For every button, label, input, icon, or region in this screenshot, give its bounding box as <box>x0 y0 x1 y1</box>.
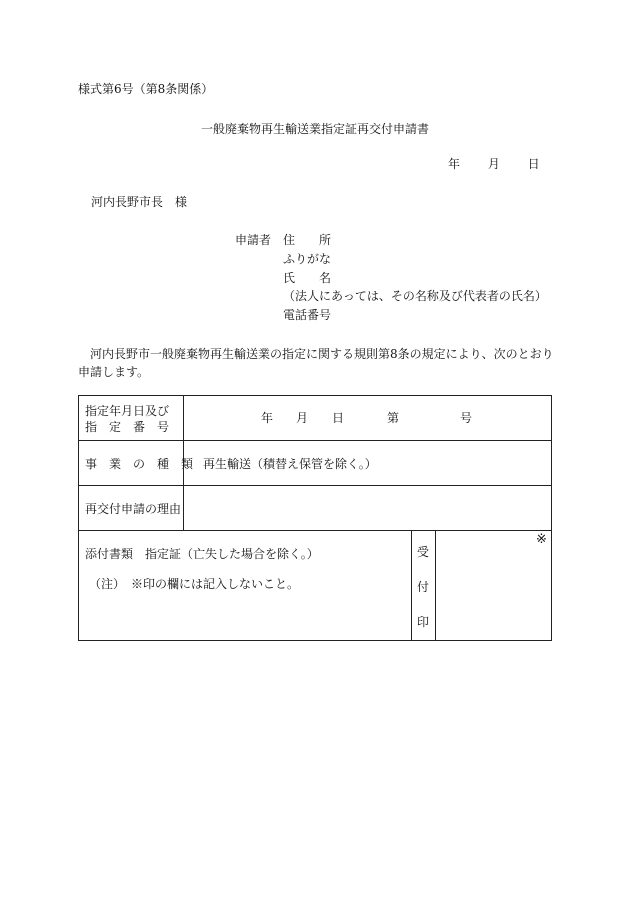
row-divider <box>79 530 551 531</box>
business-type-label: 事 業 の 種 類 <box>85 457 194 471</box>
attachments-text: 添付書類 指定証（亡失した場合を除く。） <box>85 547 319 561</box>
stamp-label-divider-right <box>435 530 436 641</box>
application-table <box>78 395 552 641</box>
date-line <box>448 158 540 170</box>
page-title: 一般廃棄物再生輸送業指定証再交付申請書 <box>200 122 429 136</box>
applicant-phone-label: 電話番号 <box>283 308 332 322</box>
body-text: 河内長野市一般廃棄物再生輸送業の指定に関する規則第8条の規定により、次のとおり申請します。 <box>78 347 554 379</box>
date-day: 日 <box>527 157 540 171</box>
note-text: （注） ※印の欄には記入しないこと。 <box>89 577 300 591</box>
applicant-address-label: 住 所 <box>283 233 332 247</box>
stamp-char-in: 印 <box>417 615 430 629</box>
stamp-label-divider-left <box>411 530 412 641</box>
addressee: 河内長野市長 様 <box>91 195 188 209</box>
corporate-note: （法人にあっては、その名称及び代表者の氏名） <box>283 289 547 303</box>
row1-go: 号 <box>460 411 473 425</box>
reissue-reason-label: 再交付申請の理由 <box>85 502 182 516</box>
applicant-name-label: 氏 名 <box>283 271 332 285</box>
business-type-value: 再生輸送（積替え保管を除く。） <box>203 457 377 471</box>
date-year: 年 <box>448 157 461 171</box>
designation-date-label-line1: 指定年月日及び <box>85 404 170 418</box>
office-use-asterisk: ※ <box>536 532 547 547</box>
stamp-char-tsuke: 付 <box>417 580 430 594</box>
designation-number-label-line2: 指 定 番 号 <box>85 420 170 434</box>
row-divider <box>79 440 551 441</box>
form-number: 様式第6号（第8条関係） <box>78 82 214 96</box>
date-month: 月 <box>487 157 500 171</box>
row1-dai: 第 <box>387 411 400 425</box>
row1-month: 月 <box>296 411 309 425</box>
applicant-label: 申請者 <box>235 233 272 247</box>
row-divider <box>79 485 551 486</box>
stamp-char-uke: 受 <box>417 545 430 559</box>
row1-day: 日 <box>332 411 345 425</box>
row1-year: 年 <box>261 411 274 425</box>
applicant-furigana-label: ふりがな <box>283 252 332 266</box>
